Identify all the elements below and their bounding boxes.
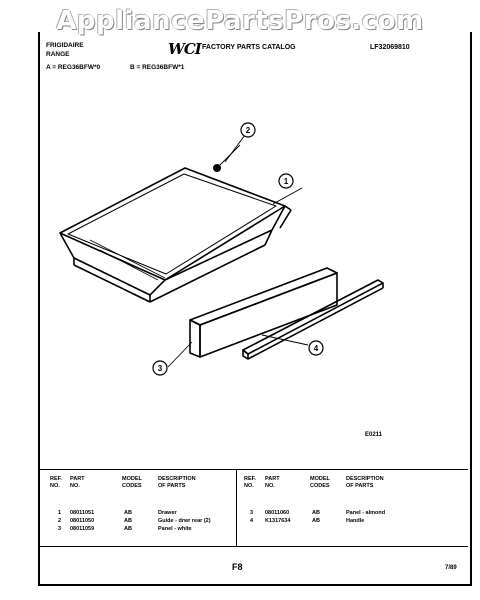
header-ref-right: REF. NO. xyxy=(244,476,256,489)
callout-1 xyxy=(279,174,293,188)
header-part-left: PART NO. xyxy=(70,476,85,489)
figure-code: E0211 xyxy=(365,432,383,438)
table-divider xyxy=(236,470,237,546)
revision-date: 7/89 xyxy=(445,565,457,571)
drawer-drawing xyxy=(60,168,291,302)
parts-table: REF. NO. PART NO. MODEL CODES DESCRIPTION OF PARTS REF. NO. PART NO. MODEL CODES DESCRIPTION OF PARTS 1 08011051 AB Drawer 2 08011050 AB Guide - drwr rear (2) 3 08011059 AB Panel - white 3 08011060 AB Panel - almond 4 K1317634 AB Handle xyxy=(40,469,468,547)
svg-text:2: 2 xyxy=(245,126,251,135)
guide-drawing xyxy=(214,145,240,171)
header-desc-left: DESCRIPTION OF PARTS xyxy=(158,476,196,489)
page-number: F8 xyxy=(232,562,243,572)
header-model-right: MODEL CODES xyxy=(310,476,330,489)
watermark: AppliancePartsPros.com xyxy=(56,6,424,36)
header-desc-right: DESCRIPTION OF PARTS xyxy=(346,476,384,489)
exploded-diagram xyxy=(40,80,468,440)
model-b: B = REG36BFW*1 xyxy=(130,64,185,71)
header-model-left: MODEL CODES xyxy=(122,476,142,489)
header-ref-left: REF. NO. xyxy=(50,476,62,489)
callout-4 xyxy=(309,341,323,355)
svg-text:4: 4 xyxy=(313,344,319,353)
header-part-right: PART NO. xyxy=(265,476,280,489)
callout-3 xyxy=(153,361,167,375)
wci-logo: WCI xyxy=(168,40,201,58)
svg-text:1: 1 xyxy=(283,177,289,186)
svg-text:3: 3 xyxy=(157,364,163,373)
model-a: A = REG36BFW*0 xyxy=(46,64,101,71)
catalog-number: LF32069810 xyxy=(370,44,410,51)
callout-2 xyxy=(241,123,255,137)
catalog-title: FACTORY PARTS CATALOG xyxy=(202,44,296,51)
brand-line1: FRIGIDAIRE xyxy=(46,42,84,49)
brand-line2: RANGE xyxy=(46,51,70,58)
